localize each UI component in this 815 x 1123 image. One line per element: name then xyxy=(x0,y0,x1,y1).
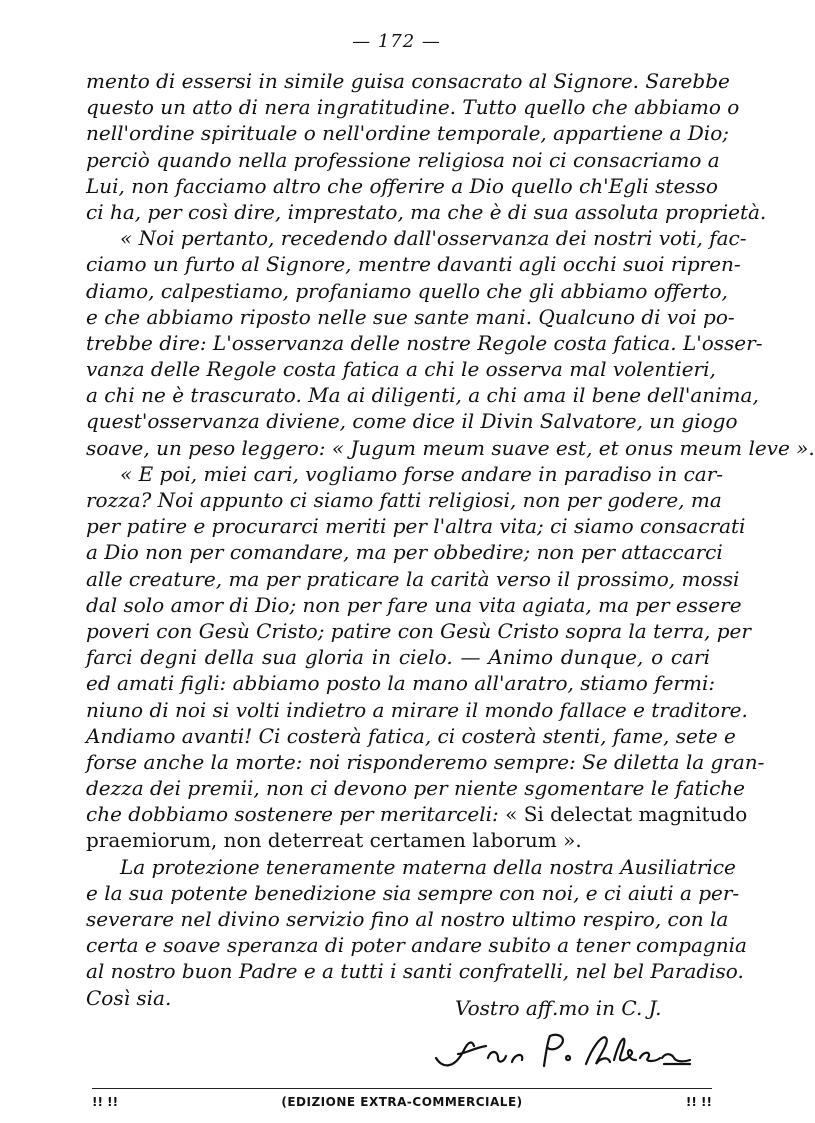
text-line: dezza dei premii, non ci devono per niente sgomentare le fatiche xyxy=(86,776,745,801)
text-line: alle creature, ma per praticare la carità verso il prossimo, mossi xyxy=(86,566,740,591)
text-line: rozza? Noi appunto ci siamo fatti religiosi, non per godere, ma xyxy=(86,488,722,512)
text-line: Lui, non facciamo altro che offerire a Dio quello ch'Egli stesso xyxy=(86,173,718,198)
footer-rule xyxy=(92,1088,712,1089)
text-line: a Dio non per comandare, ma per obbedire; non per attaccarci xyxy=(86,540,723,565)
text-line: forse anche la morte: noi risponderemo sempre: Se diletta la gran- xyxy=(86,749,765,774)
text-line: certa e soave speranza di poter andare subito a tener compagnia xyxy=(86,933,747,958)
text-line: per patire e procurarci meriti per l'altra vita; ci siamo consacrati xyxy=(86,514,746,539)
text-line: dal solo amor di Dio; non per fare una vita agiata, ma per essere xyxy=(86,592,742,617)
footer-marks-left: !! !! xyxy=(92,1095,119,1109)
letter-body xyxy=(86,68,815,1011)
text-line: La protezione teneramente materna della nostra Ausiliatrice xyxy=(120,854,736,879)
edition-note: (EDIZIONE EXTRA-COMMERCIALE) xyxy=(281,1095,523,1109)
footer-marks-right: !! !! xyxy=(685,1095,712,1109)
handwritten-signature xyxy=(428,1028,698,1076)
text-line: al nostro buon Padre e a tutti i santi confratelli, nel bel Paradiso. xyxy=(86,959,744,984)
text-line: quest'osservanza diviene, come dice il Divin Salvatore, un giogo xyxy=(86,409,738,434)
text-segment: che dobbiamo sostenere per meritarceli: xyxy=(86,802,499,827)
text-line: soave, un peso leggero: « Jugum meum suave est, et onus meum leve ». xyxy=(86,435,815,460)
text-line: poveri con Gesù Cristo; patire con Gesù Cristo sopra la terra, per xyxy=(86,618,751,643)
closing-salutation: Vostro aff.mo in C. J. xyxy=(455,996,662,1020)
footer xyxy=(92,1095,712,1113)
text-line: praemiorum, non deterreat certamen laborum ». xyxy=(86,828,582,853)
text-line: ciamo un furto al Signore, mentre davanti agli occhi suoi ripren- xyxy=(86,252,741,277)
text-line xyxy=(86,801,748,827)
text-line: diamo, calpestiamo, profaniamo quello che gli abbiamo offerto, xyxy=(86,278,728,303)
text-line: ed amati figli: abbiamo posto la mano all'aratro, stiamo fermi: xyxy=(86,671,716,696)
text-line: severare nel divino servizio fino al nostro ultimo respiro, con la xyxy=(86,907,729,931)
text-line: questo un atto di nera ingratitudine. Tutto quello che abbiamo o xyxy=(86,95,740,120)
text-line: nell'ordine spirituale o nell'ordine temporale, appartiene a Dio; xyxy=(86,121,729,146)
text-line: e che abbiamo riposto nelle sue sante mani. Qualcuno di voi po- xyxy=(86,304,735,329)
text-line: Così sia. xyxy=(86,985,172,1010)
text-line: ci ha, per così dire, imprestato, ma che è di sua assoluta proprietà. xyxy=(86,199,767,224)
text-line: « E poi, miei cari, vogliamo forse andare in paradiso in car- xyxy=(120,461,724,486)
text-line: trebbe dire: L'osservanza delle nostre Regole costa fatica. L'osser- xyxy=(86,330,763,355)
text-line: e la sua potente benedizione sia sempre con noi, e ci aiuti a per- xyxy=(86,880,740,905)
text-line: niuno di noi si volti indietro a mirare il mondo fallace e traditore. xyxy=(86,697,748,722)
text-line: perciò quando nella professione religiosa noi ci consacriamo a xyxy=(86,147,720,172)
text-line: Andiamo avanti! Ci costerà fatica, ci costerà stenti, fame, sete e xyxy=(86,723,736,748)
text-line: « Noi pertanto, recedendo dall'osservanza dei nostri voti, fac- xyxy=(120,226,747,251)
text-line: vanza delle Regole costa fatica a chi le osserva mal volentieri, xyxy=(86,357,716,382)
text-line: mento di essersi in simile guisa consacrato al Signore. Sarebbe xyxy=(86,69,730,93)
text-line: a chi ne è trascurato. Ma ai diligenti, a chi ama il bene dell'anima, xyxy=(86,383,759,408)
latin-quote: « Si delectat magnitudo xyxy=(505,802,748,827)
page-number: — 172 — xyxy=(352,31,441,52)
text-line: farci degni della sua gloria in cielo. — Animo dunque, o cari xyxy=(86,645,710,670)
